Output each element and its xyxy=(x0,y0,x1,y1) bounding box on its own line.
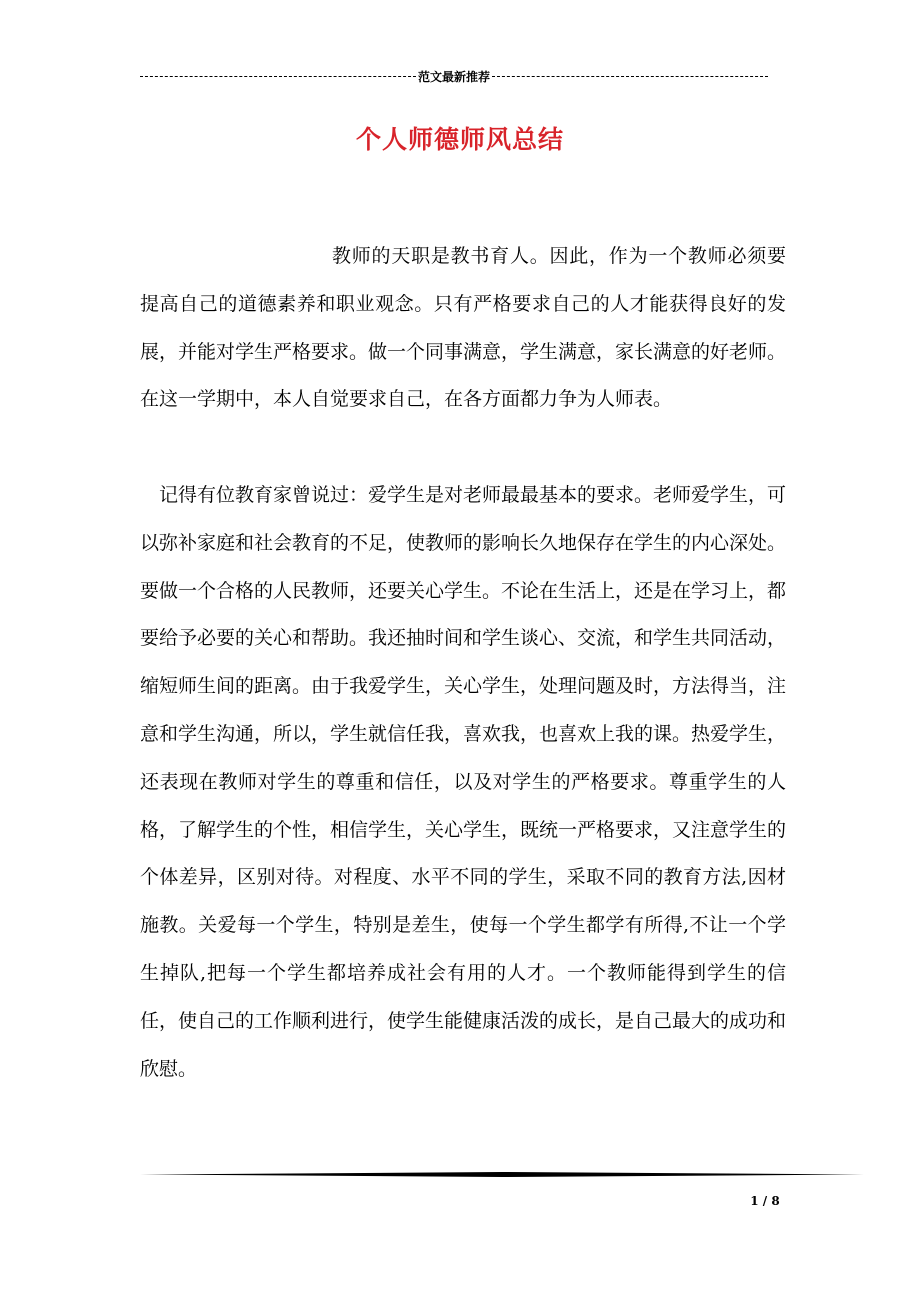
header-dash-right xyxy=(492,76,768,77)
header-dash-left xyxy=(140,76,416,77)
paragraph-2: 记得有位教育家曾说过：爱学生是对老师最最基本的要求。老师爱学生，可以弥补家庭和社会教育的不足，使教师的影响长久地保存在学生的内心深处。要做一个合格的人民教师，还要关心学生。不论在生活上，还是在学习上，都要给予必要的关心和帮助。我还抽时间和学生谈心、交流，和学生共同活动，缩短师生间的距离。由于我爱学生，关心学生，处理问题及时，方法得当，注意和学生沟通，所以，学生就信任我，喜欢我，也喜欢上我的课。热爱学生，还表现在教师对学生的尊重和信任，以及对学生的严格要求。尊重学生的人格，了解学生的个性，相信学生，关心学生，既统一严格要求，又注意学生的个体差异，区别对待。对程度、水平不同的学生，采取不同的教育方法,因材施教。关爱每一个学生，特别是差生，使每一个学生都学有所得,不让一个学生掉队,把每一个学生都培养成社会有用的人才。一个教师能得到学生的信任，使自己的工作顺利进行，使学生能健康活泼的成长，是自己最大的成功和欣慰。 xyxy=(140,484,787,1080)
paragraph-1: 教师的天职是教书育人。因此，作为一个教师必须要提高自己的道德素养和职业观念。只有严格要求自己的人才能获得良好的发展，并能对学生严格要求。做一个同事满意，学生满意，家长满意的好老师。在这一学期中，本人自觉要求自己，在各方面都力争为人师表。 xyxy=(140,245,787,411)
header-label: 范文最新推荐 xyxy=(418,69,491,84)
page-header xyxy=(140,66,768,86)
page-number: 1 / 8 xyxy=(750,1194,780,1208)
document-title: 个人师德师风总结 xyxy=(355,125,564,154)
footer-rule xyxy=(140,1172,864,1177)
